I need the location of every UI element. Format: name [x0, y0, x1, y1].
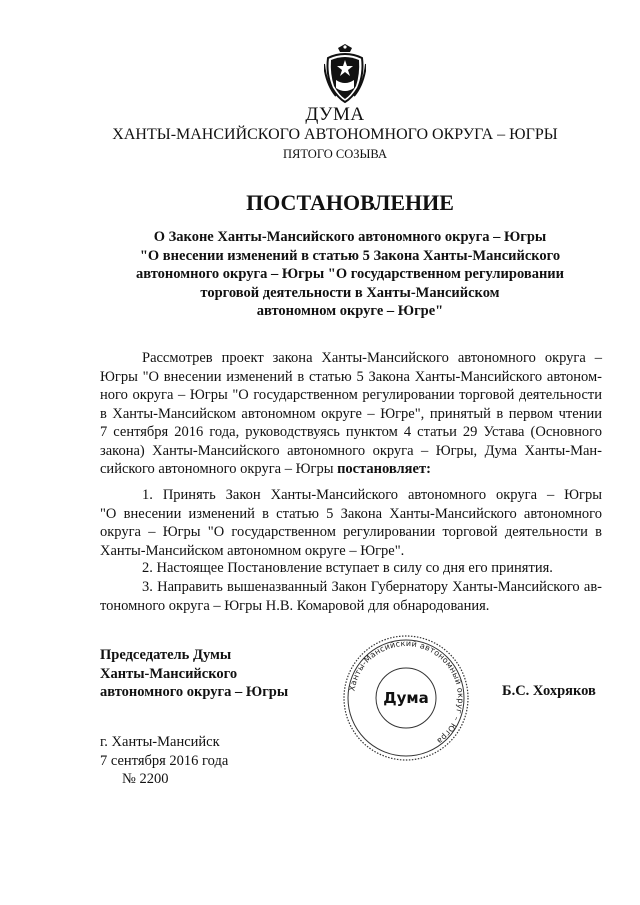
resolution-verb: постановляет:: [337, 461, 431, 477]
convocation: ПЯТОГО СОЗЫВА: [282, 147, 388, 161]
item-2-paragraph: [100, 559, 602, 578]
organization-name: ХАНТЫ-МАНСИЙСКОГО АВТОНОМНОГО ОКРУГА – ЮГРЫ: [112, 126, 558, 143]
body-line: Ханты-Мансийском автономном округе – Югре".: [100, 542, 405, 559]
body-line-final: [100, 460, 602, 479]
signatory-name: Б.С. Хохряков: [502, 683, 596, 699]
document-subject: [100, 228, 600, 321]
body-line: в Ханты-Мансийском автономном округе – Югре", принятый в первом чтении: [100, 405, 602, 422]
body-line: "О внесении изменений в статью 5 Закона Ханты-Мансийского автономного: [100, 505, 602, 522]
body-line: округа – Югры "О государственном регулировании торговой деятельности в: [100, 524, 602, 540]
body-text: сийского автономного округа – Югры: [100, 461, 334, 477]
stamp-center-text: Дума: [383, 689, 429, 707]
subject-line: "О внесении изменений в статью 5 Закона Ханты-Мансийского: [139, 247, 561, 264]
body-line: Югры "О внесении изменений в статью 5 Закона Ханты-Мансийского автоном-: [100, 368, 602, 385]
subject-line: автономном округе – Югре": [256, 303, 444, 319]
body-line: Рассмотрев проект закона Ханты-Мансийского автономного округа –: [142, 350, 602, 366]
body-line: тономного округа – Югры Н.В. Комаровой для обнародования.: [100, 597, 490, 614]
body-line: ного округа – Югры "О государственном регулировании торговой деятельности: [100, 387, 602, 403]
signatory-title: [100, 646, 340, 702]
coat-of-arms-icon: [324, 44, 366, 104]
date: 7 сентября 2016 года: [100, 752, 229, 769]
item-3-paragraph: [100, 578, 602, 615]
item-1-paragraph: [100, 486, 602, 560]
signatory-title-line: Ханты-Мансийского: [100, 665, 238, 682]
body-line: закона) Ханты-Мансийского автономного округа – Югры, Дума Ханты-Ман-: [100, 442, 602, 459]
subject-line: торговой деятельности в Ханты-Мансийском: [200, 284, 500, 301]
body-line: 3. Направить вышеназванный Закон Губернатору Ханты-Мансийского ав-: [142, 579, 602, 595]
stamp-ring-text: Ханты-Мансийский автономный округ – Югра: [347, 638, 466, 746]
signatory-title-line: Председатель Думы: [100, 647, 232, 663]
document-number: № 2200: [122, 771, 169, 787]
document-type: ПОСТАНОВЛЕНИЕ: [246, 190, 454, 215]
subject-line: О Законе Ханты-Мансийского автономного округа – Югры: [153, 229, 547, 245]
signatory-title-line: автономного округа – Югры: [100, 684, 289, 700]
intro-paragraph: [100, 349, 602, 479]
official-stamp: [340, 632, 472, 764]
body-line: 2. Настоящее Постановление вступает в силу со дня его принятия.: [142, 560, 553, 576]
subject-line: автономного округа – Югры "О государственном регулировании: [135, 266, 565, 282]
body-line: 1. Принять Закон Ханты-Мансийского автономного округа – Югры: [142, 487, 602, 503]
place-date-number: [100, 733, 228, 789]
place: г. Ханты-Мансийск: [100, 734, 220, 750]
body-line: 7 сентября 2016 года, руководствуясь пунктом 4 статьи 29 Устава (Основного: [100, 424, 602, 440]
duma-title: ДУМА: [305, 104, 365, 125]
